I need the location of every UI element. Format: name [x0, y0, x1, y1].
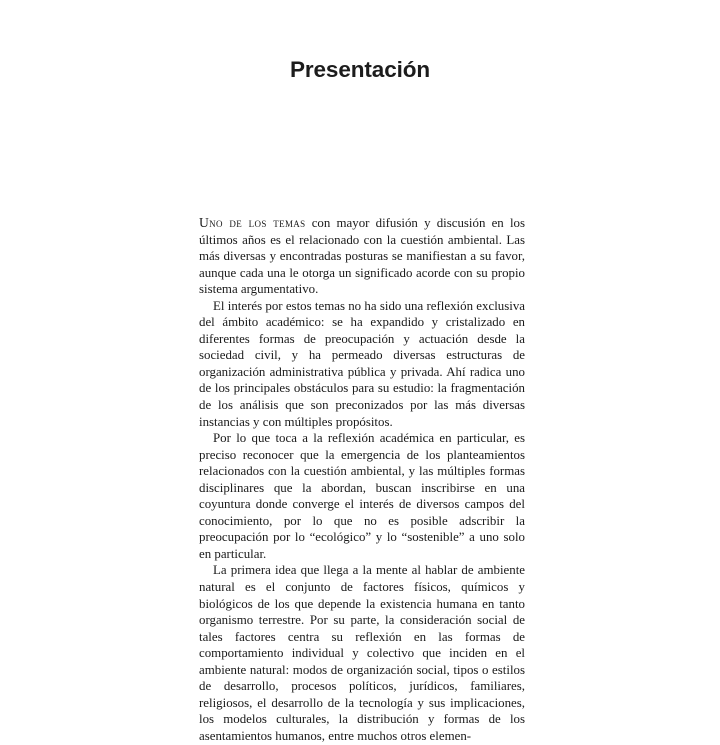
paragraph-3: Por lo que toca a la reflexión académica en particular, es preciso reconocer que la emergencia de los planteamientos relacionados con la cuestión ambiental, y las múltiples formas disciplinares que la abordan, buscan inscribirse en una coyuntura donde converge el interés de diversos campos del conocimiento, por lo que no es posible adscribir la preocupación por lo “ecológico” y lo “sostenible” a uno solo en particular.	[199, 431, 525, 561]
paragraph-1	[199, 215, 525, 298]
paragraph-2: El interés por estos temas no ha sido una reflexión exclusiva del ámbito académico: se ha expandido y cristalizado en diferentes formas de preocupación y actuación desde la sociedad civil, y ha permeado diversas estructuras de organización administrativa pública y privada. Ahí radica uno de los principales obstáculos para su estudio: la fragmentación de los análisis que son preconizados por las más diversas instancias y con múltiples propósitos.	[199, 298, 525, 429]
page-title: Presentación	[289, 57, 431, 82]
paragraph-1-initial-letter: U	[199, 215, 210, 230]
paragraph-1-body: con mayor difusión y discusión en los últimos años es el relacionado con la cuestión ambiental. Las más diversas y encontradas posturas se manifiestan a su favor, aunque cada una le otorga un significado acorde con su propio sistema argumentativo.	[199, 216, 525, 297]
paragraph-1-smallcaps-opening	[199, 216, 306, 230]
paragraph-4: La primera idea que llega a la mente al hablar de ambiente natural es el conjunto de factores físicos, químicos y biológicos de los que depende la existencia humana en tanto organismo terrestre. Por su parte, la consideración social de tales factores centra su reflexión en las formas de comportamiento individual y colectivo que inciden en el ambiente natural: modos de organización social, tipos o estilos de desarrollo, procesos políticos, jurídicos, familiares, religiosos, el desarrollo de la tecnología y sus implicaciones, los modelos culturales, la distribución y formas de los asentamientos humanos, entre muchos otros elemen-	[199, 563, 525, 743]
body-text-column	[199, 215, 525, 745]
paragraph-1-smallcaps-words: no de los temas	[209, 216, 306, 230]
